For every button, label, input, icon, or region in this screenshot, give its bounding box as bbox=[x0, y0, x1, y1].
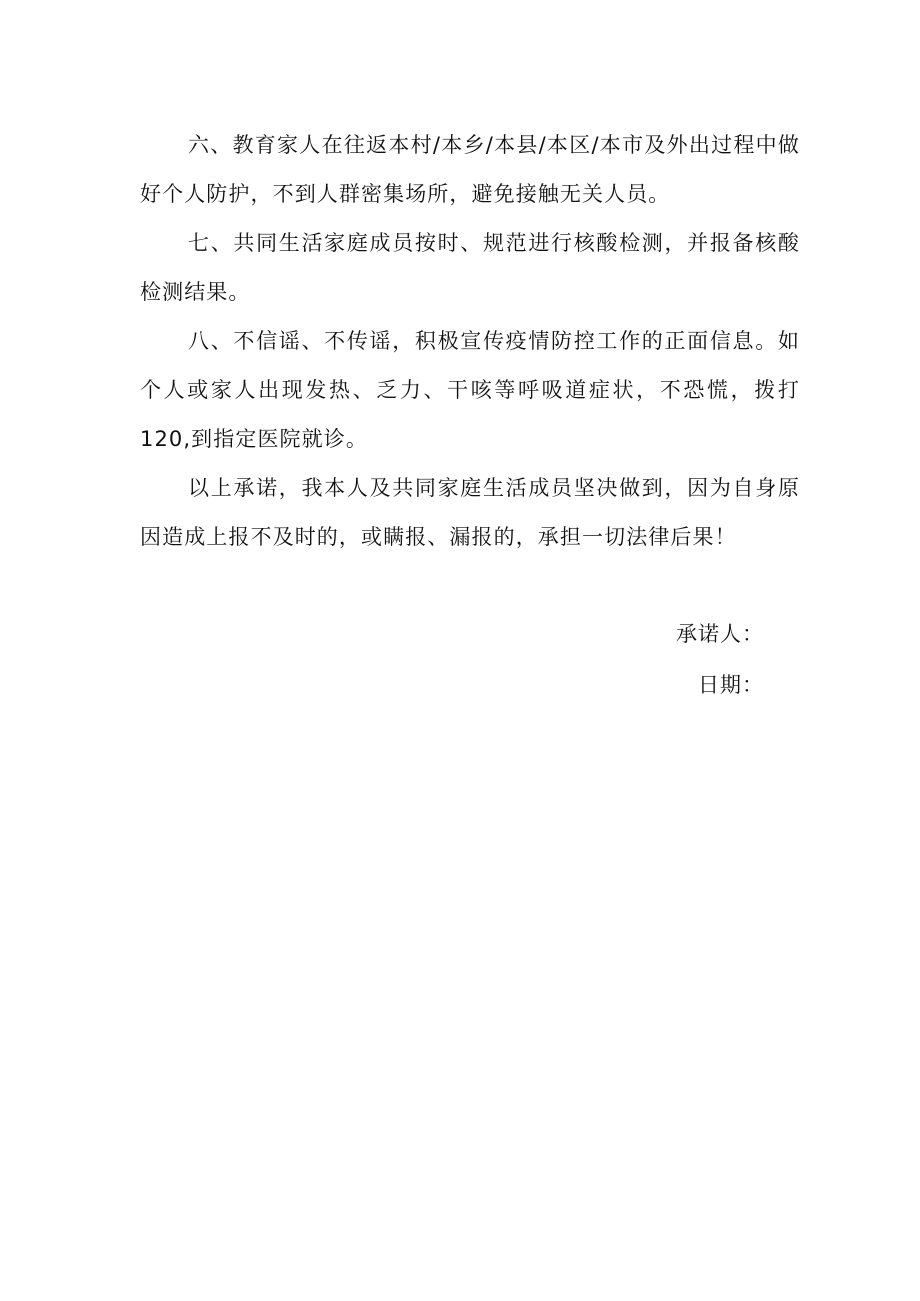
paragraph-seven: 七、共同生活家庭成员按时、规范进行核酸检测，并报备核酸检测结果。 bbox=[140, 231, 800, 304]
date-label: 日期： bbox=[698, 673, 764, 697]
paragraph-six: 六、教育家人在往返本村/本乡/本县/本区/本市及外出过程中做好个人防护，不到人群密集场所，避免接触无关人员。 bbox=[140, 133, 800, 206]
document-body bbox=[140, 121, 800, 562]
promiser-label: 承诺人： bbox=[676, 622, 764, 646]
paragraph-commitment: 以上承诺，我本人及共同家庭生活成员坚决做到，因为自身原因造成上报不及时的，或瞒报、漏报的，承担一切法律后果！ bbox=[140, 476, 800, 549]
paragraph-eight: 八、不信谣、不传谣，积极宣传疫情防控工作的正面信息。如个人或家人出现发热、乏力、干咳等呼吸道症状，不恐慌，拨打 120,到指定医院就诊。 bbox=[140, 329, 800, 451]
